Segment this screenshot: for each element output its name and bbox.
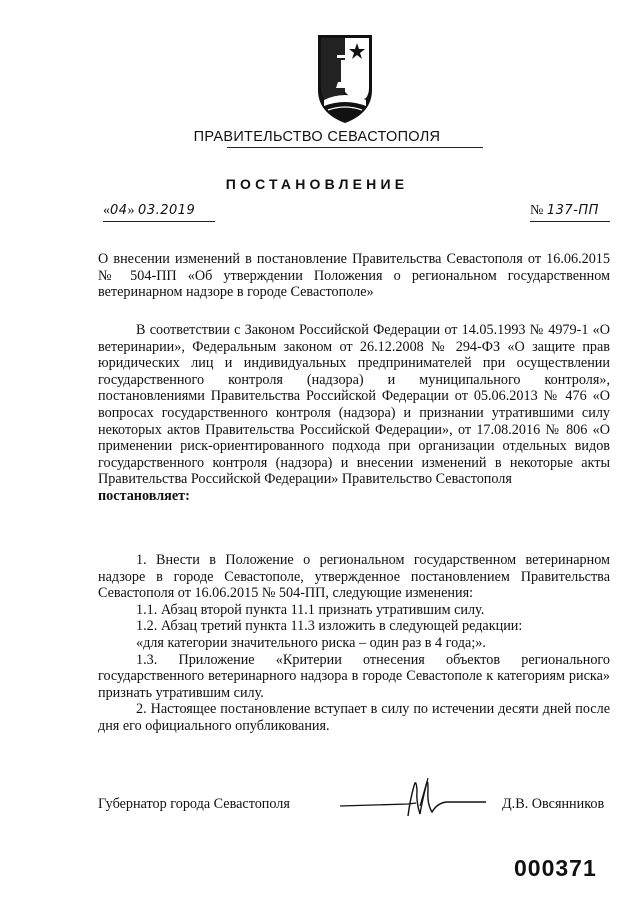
date-month-year: 03.2019 <box>138 203 196 218</box>
item-1-2: 1.2. Абзац третий пункта 11.3 изложить в следующей редакции: <box>136 618 523 635</box>
document-type-heading: ПОСТАНОВЛЕНИЕ <box>225 176 409 192</box>
decree-word: постановляет: <box>98 487 190 504</box>
item-2: 2. Настоящее постановление вступает в силу по истечении десяти дней после дня его официального опубликования. <box>98 701 610 734</box>
item-1: 1. Внести в Положение о региональном государственном ветеринарном надзоре в городе Севастополе, утвержденное постановлением Правительства Севастополя от 16.06.2015 № 504-ПП, следующие изменения: <box>98 552 610 602</box>
item-1-3: 1.3. Приложение «Критерии отнесения объектов регионального государственного ветеринарного надзора в городе Севастополе к категориям риска» признать утратившим силу. <box>98 651 610 701</box>
signatory-position: Губернатор города Севастополя <box>98 796 290 812</box>
serial-number: 000371 <box>514 855 597 881</box>
preamble <box>98 322 610 505</box>
government-title: ПРАВИТЕЛЬСТВО СЕВАСТОПОЛЯ <box>193 129 441 145</box>
item-1-1: 1.1. Абзац второй пункта 11.1 признать утратившим силу. <box>136 601 485 618</box>
decree-items <box>98 552 610 735</box>
document-date <box>103 203 215 222</box>
subject-paragraph: О внесении изменений в постановление Правительства Севастополя от 16.06.2015 № 504-ПП «Об утверждении Положения о региональном государственном ветеринарном надзоре в городе Севастополе» <box>98 251 610 301</box>
document-number <box>530 203 610 222</box>
coat-of-arms-emblem <box>316 32 374 124</box>
title-underline <box>227 147 483 148</box>
item-1-2-quote: «для категории значительного риска – один раз в 4 года;». <box>136 634 486 651</box>
preamble-paragraph <box>98 322 610 505</box>
signatory-name: Д.В. Овсянников <box>502 796 605 812</box>
number-value: 137-ПП <box>546 203 599 218</box>
number-prefix: № <box>530 203 544 218</box>
preamble-text: В соответствии с Законом Российской Федерации от 14.05.1993 № 4979-1 «О ветеринарии», Федеральным законом от 26.12.2008 № 294-ФЗ «О защите прав юридических лиц и индивидуальных предпринимателей при осуществлении государственного контроля (надзора) и муниципального контроля», постановлениями Правительства Российской Федерации от 05.06.2013 № 476 «О вопросах государственного контроля (надзора) и признании утратившими силу некоторых актов Правительства Российской Федерации», от 17.08.2016 № 806 «О применении риск-ориентированного подхода при организации отдельных видов государственного контроля (надзора) и внесении изменений в некоторые акты Правительства Российской Федерации» Правительство Севастополя <box>98 322 610 488</box>
date-open-quote: « <box>103 203 110 218</box>
handwritten-signature <box>338 772 488 824</box>
document-subject <box>98 251 610 301</box>
date-close-quote: » <box>127 203 135 218</box>
date-day: 04 <box>110 203 128 218</box>
